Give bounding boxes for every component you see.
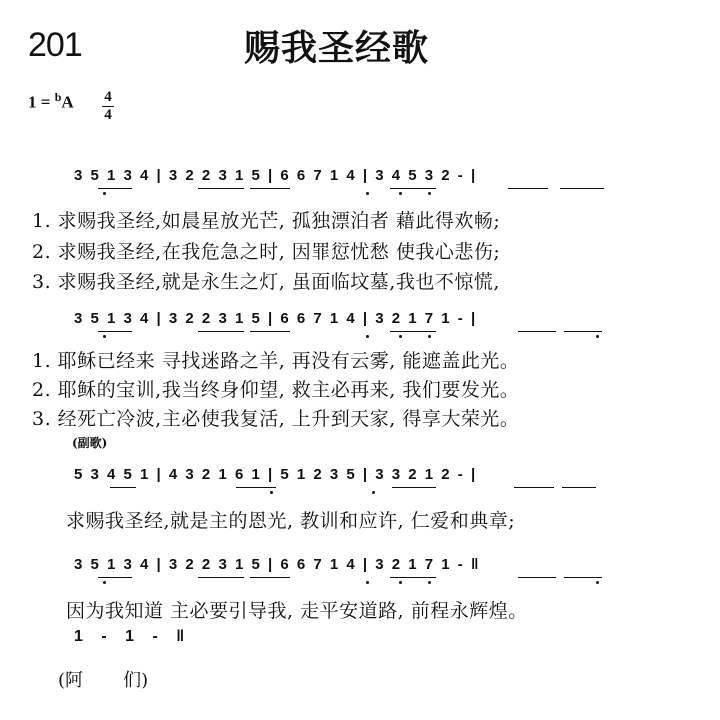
beam <box>198 188 244 189</box>
low-octave-dot <box>103 192 106 195</box>
low-octave-dot <box>399 581 402 584</box>
low-octave-dot <box>399 335 402 338</box>
lyric-line: 3. 求赐我圣经,就是永生之灯, 虽面临坟墓,我也不惊慌, <box>32 271 500 293</box>
notation-line-1: 3 5 1 3 4 | 3 2 2 3 1 5 | 6 6 7 1 4 | 3 4 5 3 2 - | <box>74 167 477 184</box>
low-octave-dot <box>428 192 431 195</box>
low-octave-dot <box>103 581 106 584</box>
low-octave-dot <box>596 335 599 338</box>
beam <box>110 487 136 488</box>
beam <box>250 577 290 578</box>
beam <box>98 577 132 578</box>
beam <box>390 188 436 189</box>
beam <box>562 487 596 488</box>
beam <box>98 331 132 332</box>
beam <box>518 577 556 578</box>
beam <box>390 577 436 578</box>
low-octave-dot <box>428 335 431 338</box>
low-octave-dot <box>372 491 375 494</box>
amen-lyric: (阿 们) <box>58 670 149 691</box>
beam <box>508 188 548 189</box>
lyric-line: 求赐我圣经,就是主的恩光, 教训和应许, 仁爱和典章; <box>66 510 516 532</box>
refrain-label: (副歌) <box>72 436 108 450</box>
beam <box>564 331 602 332</box>
lyric-line: 1. 耶稣已经来 寻找迷路之羊, 再没有云雾, 能遮盖此光。 <box>32 350 520 372</box>
key-signature <box>28 90 74 113</box>
low-octave-dot <box>366 192 369 195</box>
notation-line-3: 5 3 4 5 1 | 4 3 2 1 6 1 | 5 1 2 3 5 | 3 3 2 1 2 - | <box>74 466 477 483</box>
low-octave-dot <box>366 335 369 338</box>
beam <box>250 188 290 189</box>
lyric-line: 2. 耶稣的宝训,我当终身仰望, 救主必再来, 我们要发光。 <box>32 379 520 401</box>
beam <box>518 331 556 332</box>
low-octave-dot <box>366 581 369 584</box>
low-octave-dot <box>103 335 106 338</box>
lyric-line: 因为我知道 主必要引导我, 走平安道路, 前程永辉煌。 <box>66 600 528 622</box>
lyric-line: 2. 求赐我圣经,在我危急之时, 因罪愆忧愁 使我心悲伤; <box>32 241 501 263</box>
beam <box>198 331 244 332</box>
key-flat: b <box>54 90 62 104</box>
beam <box>560 188 604 189</box>
beam <box>98 188 132 189</box>
beam <box>514 487 554 488</box>
meter-top: 4 <box>104 89 112 105</box>
beam <box>198 577 244 578</box>
key-prefix: 1 = <box>28 92 55 112</box>
lyric-line: 1. 求赐我圣经,如晨星放光芒, 孤独漂泊者 藉此得欢畅; <box>32 210 501 232</box>
low-octave-dot <box>399 192 402 195</box>
low-octave-dot <box>270 491 273 494</box>
low-octave-dot <box>596 581 599 584</box>
beam <box>564 577 602 578</box>
low-octave-dot <box>428 581 431 584</box>
beam <box>390 331 436 332</box>
beam <box>250 331 290 332</box>
amen-notation: 1 - 1 - ‖ <box>74 628 189 645</box>
lyric-line: 3. 经死亡冷波,主必使我复活, 上升到天家, 得享大荣光。 <box>32 408 520 430</box>
hymn-title: 赐我圣经歌 <box>244 27 430 69</box>
key-note: A <box>61 92 74 112</box>
notation-line-2: 3 5 1 3 4 | 3 2 2 3 1 5 | 6 6 7 1 4 | 3 2 1 7 1 - | <box>74 310 477 327</box>
beam <box>236 487 276 488</box>
time-signature <box>102 89 114 124</box>
beam <box>392 487 436 488</box>
meter-bottom: 4 <box>102 106 114 124</box>
notation-line-4: 3 5 1 3 4 | 3 2 2 3 1 5 | 6 6 7 1 4 | 3 2 1 7 1 - ‖ <box>74 556 480 573</box>
hymn-number: 201 <box>28 26 82 64</box>
